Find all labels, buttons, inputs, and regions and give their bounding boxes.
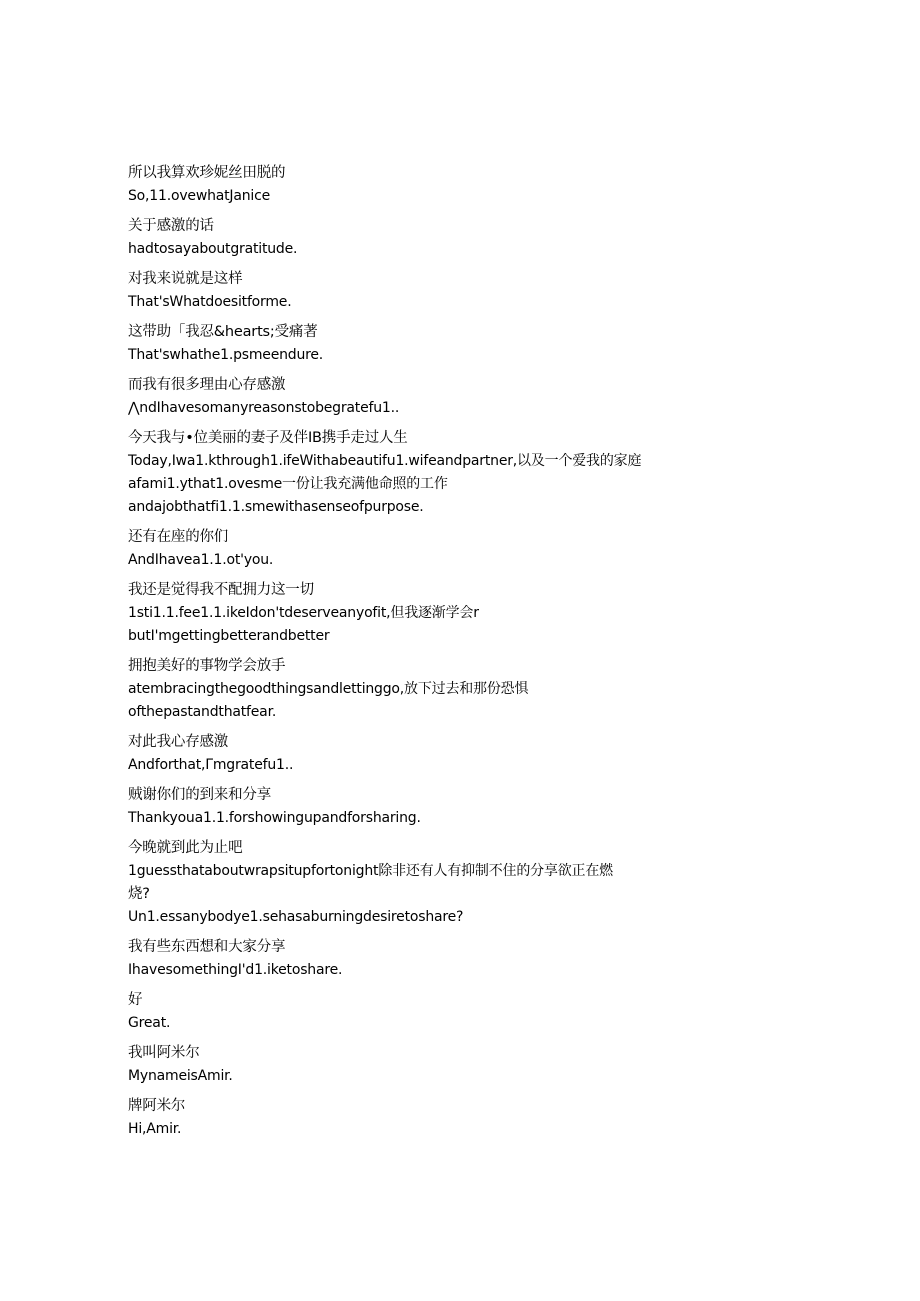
chinese-line: 贼谢你们的到来和分享 (128, 787, 271, 803)
document-body (128, 162, 688, 1148)
english-line: IhavesomethingI'd1.iketoshare. (128, 962, 343, 978)
subtitle-block (128, 374, 688, 420)
chinese-line: 而我有很多理由心存感激 (128, 377, 286, 393)
chinese-line: 还有在座的你们 (128, 529, 229, 545)
english-line: hadtosayaboutgratitude. (128, 241, 298, 257)
english-line: Thankyoua1.1.forshowingupandforsharing. (128, 810, 421, 826)
english-line: ofthepastandthatfear. (128, 704, 277, 720)
chinese-line: 对此我心存感激 (128, 734, 229, 750)
english-line: butI'mgettingbetterandbetter (128, 628, 330, 644)
subtitle-block (128, 655, 688, 724)
subtitle-block (128, 1095, 688, 1141)
subtitle-block (128, 731, 688, 777)
mixed-line: afami1.ythat1.ovesme一份让我充满他命照的工作 (128, 476, 448, 492)
chinese-line: 烧? (128, 886, 150, 902)
english-line: ⋀ndIhavesomanyreasonstobegratefu1.. (128, 400, 400, 416)
english-line: That'sWhatdoesitforme. (128, 294, 292, 310)
subtitle-block (128, 427, 688, 519)
mixed-line: 1guessthataboutwrapsitupfortonight除非还有人有抑制不住的分享欲正在燃 (128, 863, 613, 879)
chinese-line: 今天我与•位美丽的妻子及伴IB携手走过人生 (128, 430, 408, 446)
subtitle-block (128, 989, 688, 1035)
chinese-line: 所以我算欢珍妮丝田脱的 (128, 165, 286, 181)
chinese-line: 我有些东西想和大家分享 (128, 939, 286, 955)
subtitle-block (128, 268, 688, 314)
subtitle-block (128, 784, 688, 830)
chinese-line: 牌阿米尔 (128, 1098, 186, 1114)
subtitle-block (128, 321, 688, 367)
subtitle-block (128, 1042, 688, 1088)
subtitle-block (128, 215, 688, 261)
english-line: Andforthat,Γmgratefu1.. (128, 757, 294, 773)
english-line: MynameisAmir. (128, 1068, 233, 1084)
mixed-line: atembracingthegoodthingsandlettinggo,放下过去和那份恐惧 (128, 681, 529, 697)
chinese-line: 关于感激的话 (128, 218, 214, 234)
english-line: AndIhavea1.1.ot'you. (128, 552, 274, 568)
subtitle-block (128, 936, 688, 982)
subtitle-block (128, 162, 688, 208)
english-line: That'swhathe1.psmeendure. (128, 347, 324, 363)
chinese-line: 好 (128, 992, 143, 1008)
chinese-line: 今晚就到此为止吧 (128, 840, 243, 856)
english-line: Hi,Amir. (128, 1121, 182, 1137)
chinese-line: 我叫阿米尔 (128, 1045, 200, 1061)
english-line: Great. (128, 1015, 171, 1031)
chinese-line: 对我来说就是这样 (128, 271, 243, 287)
english-line: Un1.essanybodye1.sehasaburningdesiretoshare? (128, 909, 464, 925)
chinese-line: 这带助「我忍&hearts;受痛著 (128, 324, 318, 340)
subtitle-block (128, 837, 688, 929)
chinese-line: 我还是觉得我不配拥力这一切 (128, 582, 314, 598)
subtitle-block (128, 526, 688, 572)
mixed-line: Today,Iwa1.kthrough1.ifeWithabeautifu1.wifeandpartner,以及一个爱我的家庭 (128, 453, 642, 469)
subtitle-block (128, 579, 688, 648)
english-line: So,11.ovewhatJanice (128, 188, 271, 204)
chinese-line: 拥抱美好的事物学会放手 (128, 658, 286, 674)
mixed-line: 1sti1.1.fee1.1.ikeIdon'tdeserveanyofit,但我逐渐学会r (128, 605, 479, 621)
english-line: andajobthatfi1.1.smewithasenseofpurpose. (128, 499, 424, 515)
